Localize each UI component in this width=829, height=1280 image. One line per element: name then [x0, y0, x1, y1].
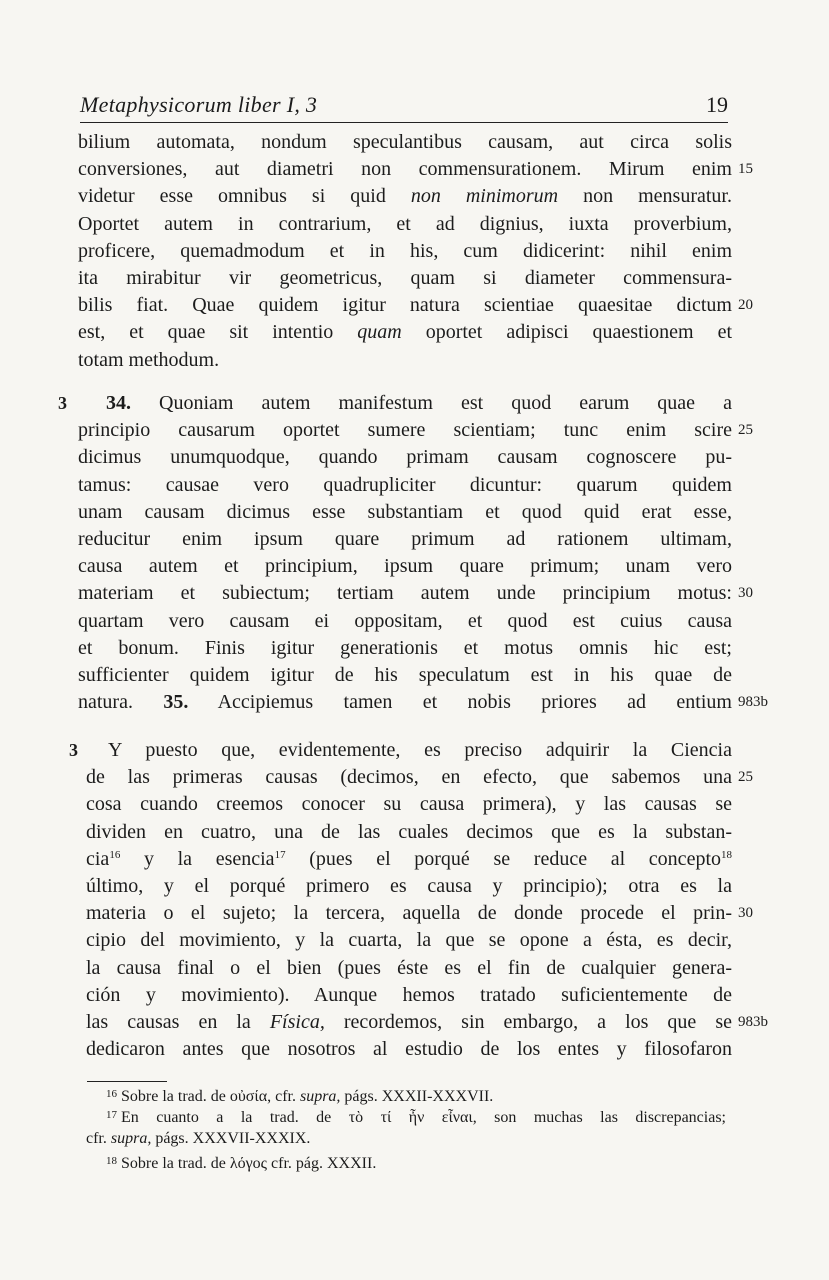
text-line: causa autem et principium, ipsum quare primum; unam vero	[78, 555, 732, 578]
text-line: materia o el sujeto; la tercera, aquella de donde procede el prin- 30	[86, 900, 732, 927]
text-line: dicimus unumquodque, quando primam causam cognoscere pu-	[78, 446, 732, 469]
footnote-16: $^{16}$ Sobre la trad. de οὐσία, cfr. supra, págs. XXXII-XXXVII.	[106, 1088, 494, 1105]
paragraph-number: 35.	[163, 691, 189, 714]
footnote-number: 18	[106, 1155, 117, 1167]
footnote-ref[interactable]: 16	[109, 848, 121, 861]
text-line: et bonum. Finis igitur generationis et motus omnis hic est;	[78, 636, 732, 659]
footnote-ref[interactable]: 18	[721, 848, 732, 861]
text-line: quartam vero causam ei oppositam, et quod est cuius causa	[78, 609, 732, 632]
text-line: 34. Quoniam autem manifestum est quod earum quae a	[106, 392, 732, 414]
text-line: dedicaron antes que nosotros al estudio de los entes y filosofaron	[86, 1038, 732, 1061]
text-line: ción y movimiento). Aunque hemos tratado suficientemente de	[86, 983, 732, 1006]
text-line: proficere, quemadmodum et in his, cum didicerint: nihil enim	[78, 239, 732, 262]
text-line: las causas en la Física, recordemos, sin embargo, a los que se 983b	[86, 1009, 732, 1036]
footnote-number: 16	[106, 1088, 117, 1100]
text-line: est, et quae sit intentio quam oportet adipisci quaestionem et	[78, 321, 733, 344]
text-line: dividen en cuatro, una de las cuales decimos que es la substan-	[86, 820, 732, 843]
text-line: totam methodum.	[78, 348, 220, 371]
line-number: 20	[738, 297, 753, 314]
text-line: unam causam dicimus esse substantiam et quod quid erat esse,	[78, 500, 732, 523]
text-line: último, y el porqué primero es causa y principio); otra es la	[86, 874, 732, 897]
text-line: tamus: causae vero quadrupliciter dicuntur: quarum quidem	[78, 473, 732, 496]
text-line: ita mirabitur vir geometricus, quam si diameter commensura-	[78, 266, 732, 289]
running-title: Metaphysicorum liber I, 3	[80, 92, 318, 117]
footnote-17: $^{17}$ En cuanto a la trad. de τὸ τί ἦν εἶναι, son muchas las discrepancias; cfr. supra, págs. XXXVII-XXXIX.	[86, 1109, 726, 1147]
line-number: 983b	[738, 1013, 768, 1030]
line-number: 25	[738, 422, 753, 439]
line-number: 25	[738, 769, 753, 786]
footnote-18: $^{18}$ Sobre la trad. de λόγος cfr. pág. XXXII.	[106, 1155, 377, 1172]
text-line: la causa final o el bien (pues éste es el fin de cualquier genera-	[86, 956, 732, 979]
page-number: 19	[706, 92, 728, 117]
text-line: materiam et subiectum; tertiam autem unde principium motus: 30	[78, 580, 732, 607]
text-line: videtur esse omnibus si quid non minimorum non mensuratur.	[78, 185, 732, 208]
footnote-ref[interactable]: 17	[274, 848, 286, 861]
spanish-translation	[86, 737, 768, 1063]
text-line: principio causarum oportet sumere scientiam; tunc enim scire 25	[78, 417, 732, 444]
latin-paragraph-continuation	[78, 129, 753, 374]
text-line: bilis fiat. Quae quidem igitur natura scientiae quaesitae dictum 20	[78, 292, 732, 319]
text-line: natura. 35. Accipiemus tamen et nobis priores ad entium 983b	[78, 689, 732, 716]
line-number: 15	[738, 161, 753, 178]
paragraph-number: 34.	[106, 392, 131, 414]
italic-text: non minimorum	[410, 185, 559, 208]
text-line: Y puesto que, evidentemente, es preciso adquirir la Ciencia	[108, 739, 732, 761]
text-line: sufficienter quidem igitur de his speculatum est in his quae de	[78, 663, 732, 686]
italic-text: quam	[357, 321, 402, 344]
running-header	[80, 88, 728, 123]
italic-text: Física,	[269, 1010, 325, 1033]
text-line: reducitur enim ipsum quare primum ad rationem ultimam,	[78, 527, 732, 550]
text-line: conversiones, aut diametri non commensurationem. Mirum enim 15	[78, 156, 732, 183]
latin-section-3	[78, 390, 768, 716]
text-line: de las primeras causas (decimos, en efecto, que sabemos una 25	[86, 764, 732, 791]
line-number: 983b	[738, 694, 768, 711]
text-line: cosa cuando creemos conocer su causa primera), y las causas se	[86, 793, 732, 816]
footnote-number: 17	[106, 1109, 117, 1121]
text-line: cia$^{16}$ y la esencia$^{17}$ (pues el porqué se reduce al concepto$^{18}$	[86, 847, 732, 870]
text-line: Oportet autem in contrarium, et ad dignius, iuxta proverbium,	[78, 212, 732, 235]
section-number: 3	[69, 740, 78, 760]
section-number: 3	[58, 393, 67, 413]
footnote-divider	[87, 1081, 167, 1082]
line-number: 30	[738, 905, 753, 922]
line-number: 30	[738, 585, 753, 602]
text-line: bilium automata, nondum speculantibus causam, aut circa solis	[78, 131, 732, 153]
text-line: cipio del movimiento, y la cuarta, la que se opone a ésta, es decir,	[86, 929, 732, 952]
